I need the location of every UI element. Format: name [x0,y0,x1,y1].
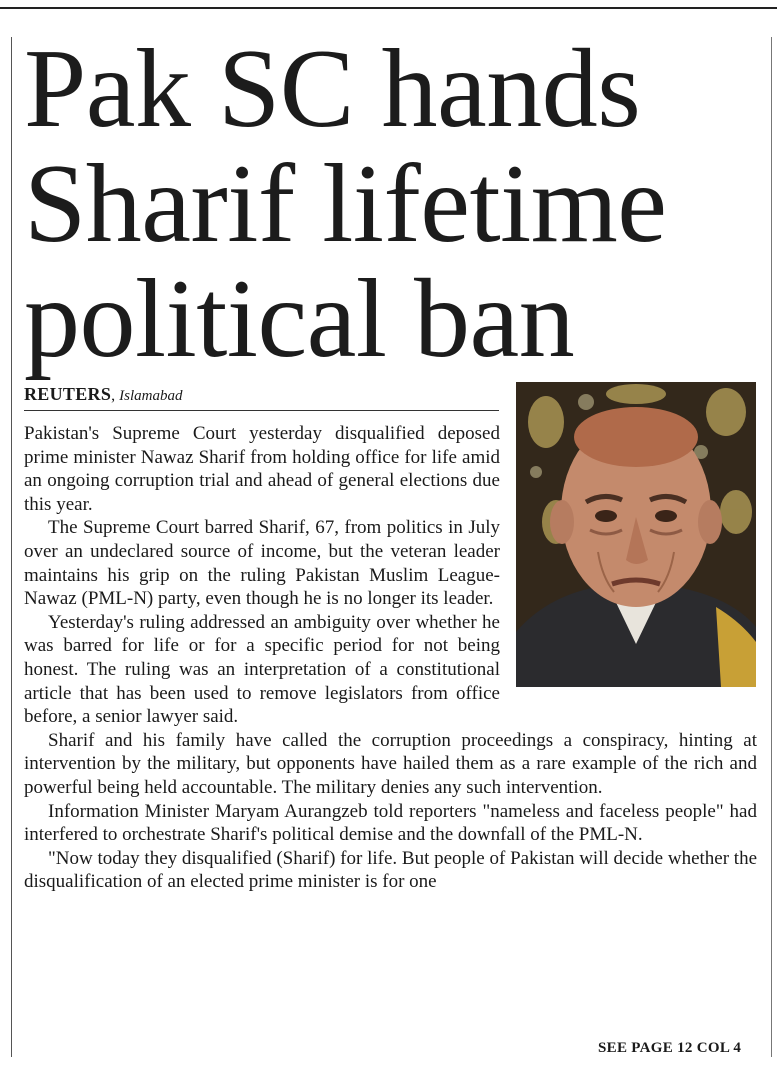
byline-location: Islamabad [119,388,183,404]
headline-line-1: Pak SC hands [24,27,641,151]
continued-page-reference: SEE PAGE 12 COL 4 [598,1040,742,1056]
headline [24,27,764,381]
headline-line-2: Sharif lifetime [24,142,667,266]
article-paragraph-6: "Now today they disqualified (Sharif) for life. But people of Pakistan will decide whether the disqualification of an elected prime minister is for one [24,847,757,893]
right-column-rule [771,37,772,1057]
article-paragraph-3: Yesterday's ruling addressed an ambiguity over whether he was barred for life or for a specific period for not being honest. The ruling was an interpretation of a constitutional article that has been used to remove legislators from office before, a senior lawyer said. [24,611,500,728]
left-column-rule [11,37,12,1057]
article-body [24,422,757,894]
article-paragraph-1: Pakistan's Supreme Court yesterday disqualified deposed prime minister Nawaz Sharif from holding office for life amid an ongoing corruption trial and ahead of general elections due this year. [24,423,500,515]
byline-rule [24,410,499,411]
article-paragraph-5: Information Minister Maryam Aurangzeb told reporters "nameless and faceless people" had interfered to orchestrate Sharif's political demise and the downfall of the PML-N. [24,800,757,846]
photo-wrap-space [500,422,757,694]
byline [24,384,182,406]
article-paragraph-4: Sharif and his family have called the corruption proceedings a conspiracy, hinting at intervention by the military, but opponents have hailed them as a rare example of the rich and powerful being held accountable. The military denies any such intervention. [24,729,757,798]
byline-separator: , [111,387,116,404]
top-rule [0,7,777,9]
article-paragraph-2: The Supreme Court barred Sharif, 67, from politics in July over an undeclared source of income, but the veteran leader maintains his grip on the ruling Pakistan Muslim League-Nawaz (PML-N) party, even though he is no longer its leader. [24,517,500,610]
byline-agency: REUTERS [24,384,112,404]
headline-line-3: political ban [24,257,575,381]
